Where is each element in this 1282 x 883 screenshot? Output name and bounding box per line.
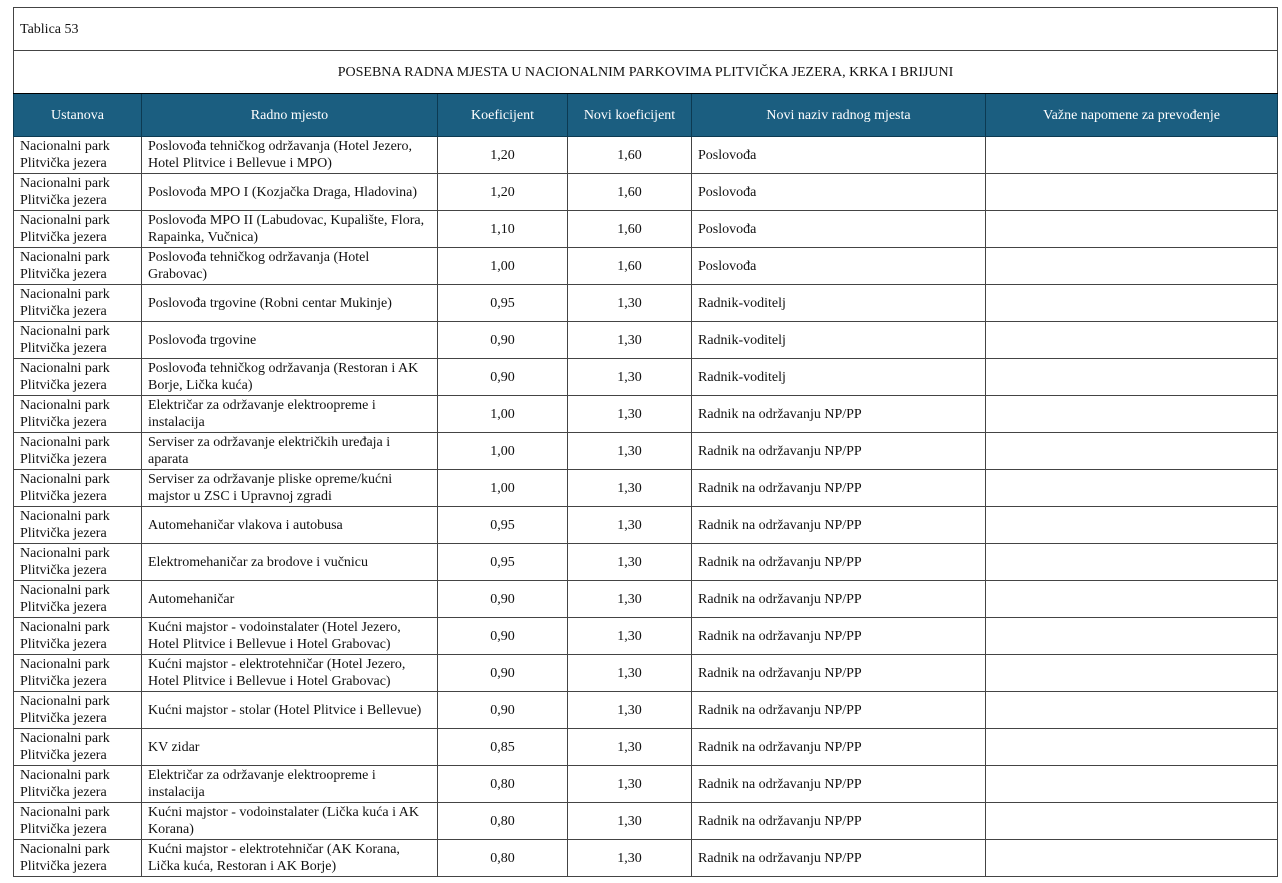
cell-radno-mjesto: KV zidar	[142, 729, 438, 766]
cell-novi-naziv: Radnik na održavanju NP/PP	[692, 507, 986, 544]
cell-radno-mjesto: Poslovođa tehničkog održavanja (Hotel Grabovac)	[142, 248, 438, 285]
cell-radno-mjesto: Poslovođa tehničkog održavanja (Restoran i AK Borje, Lička kuća)	[142, 359, 438, 396]
cell-novi-naziv: Poslovođa	[692, 137, 986, 174]
table-row	[14, 396, 1278, 433]
cell-napomene	[986, 433, 1278, 470]
cell-radno-mjesto: Poslovođa tehničkog održavanja (Hotel Jezero, Hotel Plitvice i Bellevue i MPO)	[142, 137, 438, 174]
cell-koeficijent: 1,00	[438, 433, 568, 470]
document-table-container	[13, 7, 1277, 877]
cell-napomene	[986, 581, 1278, 618]
cell-novi-koeficijent: 1,30	[568, 433, 692, 470]
table-row	[14, 544, 1278, 581]
table-row	[14, 322, 1278, 359]
cell-koeficijent: 1,20	[438, 137, 568, 174]
cell-novi-koeficijent: 1,30	[568, 285, 692, 322]
cell-novi-koeficijent: 1,60	[568, 211, 692, 248]
cell-napomene	[986, 285, 1278, 322]
cell-novi-koeficijent: 1,30	[568, 692, 692, 729]
cell-novi-koeficijent: 1,30	[568, 581, 692, 618]
cell-ustanova: Nacionalni park Plitvička jezera	[14, 581, 142, 618]
cell-napomene	[986, 507, 1278, 544]
table-row	[14, 581, 1278, 618]
cell-radno-mjesto: Poslovođa MPO II (Labudovac, Kupalište, Flora, Rapainka, Vučnica)	[142, 211, 438, 248]
cell-koeficijent: 0,85	[438, 729, 568, 766]
table-row	[14, 803, 1278, 840]
table-row	[14, 840, 1278, 877]
cell-napomene	[986, 137, 1278, 174]
cell-napomene	[986, 618, 1278, 655]
cell-koeficijent: 0,80	[438, 766, 568, 803]
cell-radno-mjesto: Automehaničar	[142, 581, 438, 618]
cell-napomene	[986, 729, 1278, 766]
cell-koeficijent: 1,00	[438, 248, 568, 285]
cell-radno-mjesto: Kućni majstor - stolar (Hotel Plitvice i Bellevue)	[142, 692, 438, 729]
cell-novi-koeficijent: 1,30	[568, 544, 692, 581]
cell-novi-naziv: Radnik na održavanju NP/PP	[692, 803, 986, 840]
cell-novi-naziv: Radnik na održavanju NP/PP	[692, 470, 986, 507]
cell-napomene	[986, 655, 1278, 692]
cell-novi-naziv: Radnik na održavanju NP/PP	[692, 544, 986, 581]
cell-napomene	[986, 544, 1278, 581]
cell-novi-naziv: Radnik na održavanju NP/PP	[692, 581, 986, 618]
table-row	[14, 470, 1278, 507]
cell-ustanova: Nacionalni park Plitvička jezera	[14, 692, 142, 729]
cell-ustanova: Nacionalni park Plitvička jezera	[14, 137, 142, 174]
cell-koeficijent: 1,10	[438, 211, 568, 248]
table-row	[14, 618, 1278, 655]
cell-novi-naziv: Poslovođa	[692, 174, 986, 211]
cell-napomene	[986, 803, 1278, 840]
cell-novi-naziv: Radnik na održavanju NP/PP	[692, 396, 986, 433]
table-row	[14, 174, 1278, 211]
cell-novi-koeficijent: 1,30	[568, 618, 692, 655]
table-row	[14, 248, 1278, 285]
cell-ustanova: Nacionalni park Plitvička jezera	[14, 507, 142, 544]
table-row	[14, 137, 1278, 174]
cell-napomene	[986, 766, 1278, 803]
cell-napomene	[986, 322, 1278, 359]
cell-napomene	[986, 359, 1278, 396]
cell-napomene	[986, 470, 1278, 507]
cell-radno-mjesto: Serviser za održavanje električkih uređaja i aparata	[142, 433, 438, 470]
header-row	[14, 94, 1278, 137]
cell-napomene	[986, 692, 1278, 729]
table-row	[14, 692, 1278, 729]
cell-koeficijent: 0,90	[438, 322, 568, 359]
table-title: POSEBNA RADNA MJESTA U NACIONALNIM PARKOVIMA PLITVIČKA JEZERA, KRKA I BRIJUNI	[14, 51, 1278, 94]
cell-novi-koeficijent: 1,30	[568, 470, 692, 507]
cell-ustanova: Nacionalni park Plitvička jezera	[14, 396, 142, 433]
cell-ustanova: Nacionalni park Plitvička jezera	[14, 433, 142, 470]
cell-novi-koeficijent: 1,30	[568, 396, 692, 433]
cell-ustanova: Nacionalni park Plitvička jezera	[14, 322, 142, 359]
header-koeficijent: Koeficijent	[438, 94, 568, 137]
header-novi-koeficijent: Novi koeficijent	[568, 94, 692, 137]
cell-radno-mjesto: Kućni majstor - vodoinstalater (Lička kuća i AK Korana)	[142, 803, 438, 840]
positions-table	[13, 7, 1278, 877]
cell-koeficijent: 0,80	[438, 803, 568, 840]
cell-radno-mjesto: Električar za održavanje elektroopreme i instalacija	[142, 766, 438, 803]
cell-novi-naziv: Poslovođa	[692, 211, 986, 248]
cell-novi-naziv: Radnik na održavanju NP/PP	[692, 655, 986, 692]
cell-ustanova: Nacionalni park Plitvička jezera	[14, 618, 142, 655]
header-novi-naziv: Novi naziv radnog mjesta	[692, 94, 986, 137]
cell-radno-mjesto: Automehaničar vlakova i autobusa	[142, 507, 438, 544]
table-row	[14, 507, 1278, 544]
cell-ustanova: Nacionalni park Plitvička jezera	[14, 840, 142, 877]
cell-novi-koeficijent: 1,30	[568, 766, 692, 803]
cell-novi-koeficijent: 1,30	[568, 507, 692, 544]
table-row	[14, 729, 1278, 766]
cell-koeficijent: 0,95	[438, 285, 568, 322]
cell-novi-naziv: Poslovođa	[692, 248, 986, 285]
cell-radno-mjesto: Kućni majstor - vodoinstalater (Hotel Jezero, Hotel Plitvice i Bellevue i Hotel Grabovac)	[142, 618, 438, 655]
cell-novi-naziv: Radnik-voditelj	[692, 359, 986, 396]
cell-koeficijent: 1,00	[438, 396, 568, 433]
cell-novi-naziv: Radnik na održavanju NP/PP	[692, 840, 986, 877]
table-row	[14, 211, 1278, 248]
table-row	[14, 285, 1278, 322]
table-row	[14, 766, 1278, 803]
cell-koeficijent: 0,90	[438, 581, 568, 618]
table-row	[14, 433, 1278, 470]
cell-ustanova: Nacionalni park Plitvička jezera	[14, 544, 142, 581]
header-ustanova: Ustanova	[14, 94, 142, 137]
cell-napomene	[986, 174, 1278, 211]
cell-ustanova: Nacionalni park Plitvička jezera	[14, 803, 142, 840]
cell-napomene	[986, 211, 1278, 248]
cell-koeficijent: 1,00	[438, 470, 568, 507]
cell-novi-koeficijent: 1,30	[568, 655, 692, 692]
cell-koeficijent: 0,80	[438, 840, 568, 877]
cell-napomene	[986, 248, 1278, 285]
cell-novi-naziv: Radnik na održavanju NP/PP	[692, 729, 986, 766]
cell-novi-koeficijent: 1,60	[568, 137, 692, 174]
cell-novi-koeficijent: 1,60	[568, 248, 692, 285]
cell-radno-mjesto: Serviser za održavanje pliske opreme/kućni majstor u ZSC i Upravnoj zgradi	[142, 470, 438, 507]
cell-novi-naziv: Radnik na održavanju NP/PP	[692, 618, 986, 655]
cell-novi-koeficijent: 1,30	[568, 359, 692, 396]
cell-koeficijent: 0,95	[438, 544, 568, 581]
cell-napomene	[986, 840, 1278, 877]
cell-ustanova: Nacionalni park Plitvička jezera	[14, 211, 142, 248]
cell-novi-koeficijent: 1,60	[568, 174, 692, 211]
cell-novi-naziv: Radnik na održavanju NP/PP	[692, 433, 986, 470]
cell-ustanova: Nacionalni park Plitvička jezera	[14, 655, 142, 692]
cell-radno-mjesto: Poslovođa trgovine	[142, 322, 438, 359]
cell-ustanova: Nacionalni park Plitvička jezera	[14, 766, 142, 803]
cell-koeficijent: 0,90	[438, 655, 568, 692]
table-row	[14, 359, 1278, 396]
cell-novi-naziv: Radnik-voditelj	[692, 285, 986, 322]
header-napomene: Važne napomene za prevođenje	[986, 94, 1278, 137]
cell-radno-mjesto: Kućni majstor - elektrotehničar (AK Korana, Lička kuća, Restoran i AK Borje)	[142, 840, 438, 877]
cell-radno-mjesto: Elektromehaničar za brodove i vučnicu	[142, 544, 438, 581]
cell-ustanova: Nacionalni park Plitvička jezera	[14, 174, 142, 211]
cell-novi-naziv: Radnik na održavanju NP/PP	[692, 766, 986, 803]
cell-koeficijent: 0,90	[438, 618, 568, 655]
cell-ustanova: Nacionalni park Plitvička jezera	[14, 359, 142, 396]
cell-novi-koeficijent: 1,30	[568, 840, 692, 877]
cell-radno-mjesto: Poslovođa trgovine (Robni centar Mukinje)	[142, 285, 438, 322]
cell-novi-naziv: Radnik-voditelj	[692, 322, 986, 359]
cell-ustanova: Nacionalni park Plitvička jezera	[14, 729, 142, 766]
cell-radno-mjesto: Električar za održavanje elektroopreme i instalacija	[142, 396, 438, 433]
cell-radno-mjesto: Kućni majstor - elektrotehničar (Hotel Jezero, Hotel Plitvice i Bellevue i Hotel Grabovac)	[142, 655, 438, 692]
cell-ustanova: Nacionalni park Plitvička jezera	[14, 248, 142, 285]
cell-koeficijent: 0,95	[438, 507, 568, 544]
header-radno-mjesto: Radno mjesto	[142, 94, 438, 137]
cell-ustanova: Nacionalni park Plitvička jezera	[14, 285, 142, 322]
cell-koeficijent: 0,90	[438, 359, 568, 396]
cell-novi-koeficijent: 1,30	[568, 803, 692, 840]
cell-ustanova: Nacionalni park Plitvička jezera	[14, 470, 142, 507]
cell-koeficijent: 0,90	[438, 692, 568, 729]
cell-radno-mjesto: Poslovođa MPO I (Kozjačka Draga, Hladovina)	[142, 174, 438, 211]
table-caption: Tablica 53	[14, 8, 1278, 51]
cell-novi-koeficijent: 1,30	[568, 322, 692, 359]
cell-koeficijent: 1,20	[438, 174, 568, 211]
cell-novi-koeficijent: 1,30	[568, 729, 692, 766]
table-row	[14, 655, 1278, 692]
cell-napomene	[986, 396, 1278, 433]
cell-novi-naziv: Radnik na održavanju NP/PP	[692, 692, 986, 729]
